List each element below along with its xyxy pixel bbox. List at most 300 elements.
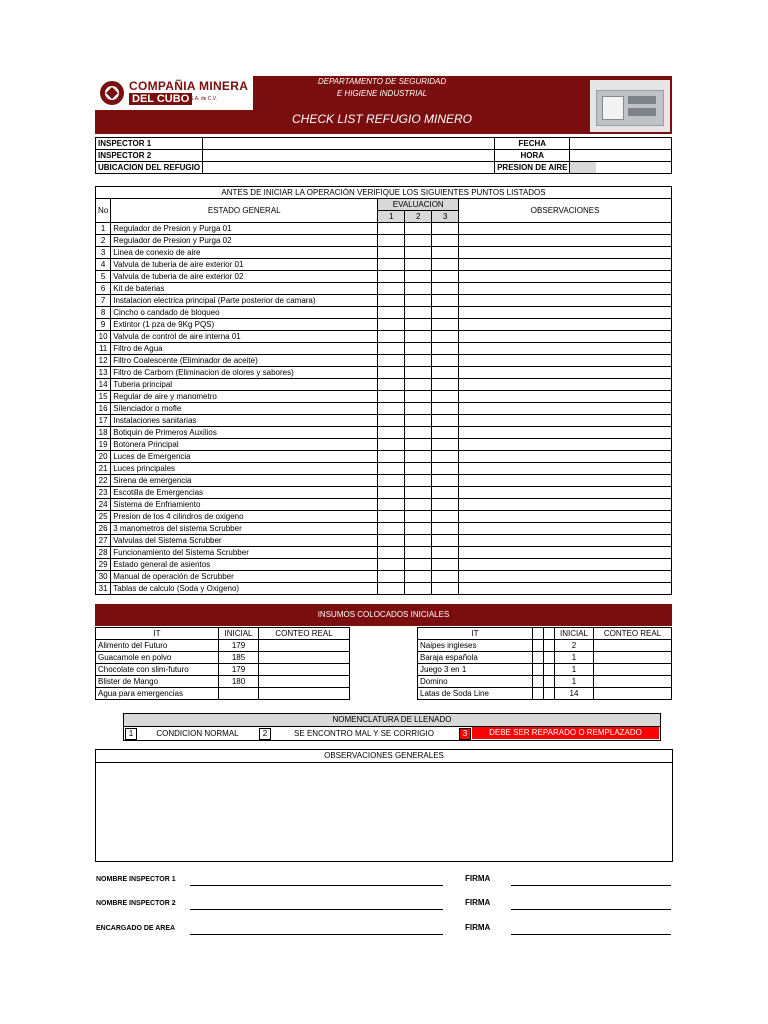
- checklist-eval-3-cell[interactable]: [432, 499, 459, 511]
- checklist-eval-1-cell[interactable]: [378, 235, 405, 247]
- checklist-row: [96, 403, 672, 415]
- insumo-inicial: 180: [219, 676, 259, 688]
- checklist-row-number: 15: [96, 391, 111, 403]
- checklist-row-number: 7: [96, 295, 111, 307]
- checklist-row: [96, 367, 672, 379]
- checklist-eval-3-cell[interactable]: [432, 439, 459, 451]
- checklist-body: [96, 223, 672, 595]
- checklist-eval-2-cell[interactable]: [405, 391, 432, 403]
- checklist-eval-1-cell[interactable]: [378, 511, 405, 523]
- checklist-row-number: 26: [96, 523, 111, 535]
- presion-field[interactable]: [570, 162, 672, 174]
- nomenclatura-3-number: 3: [459, 728, 471, 740]
- insumos-left-table: [95, 627, 350, 700]
- insumo-name: Agua para emergencias: [96, 688, 219, 700]
- checklist-row-item: Regulador de Presion y Purga 02: [111, 235, 378, 247]
- checklist-eval-2-cell[interactable]: [405, 499, 432, 511]
- checklist-row: [96, 391, 672, 403]
- eval-col-2: 2: [405, 211, 432, 223]
- nomenclatura-box: [123, 713, 661, 741]
- insumo-row: [418, 664, 672, 676]
- insumos-left-col-conteo: CONTEO REAL: [259, 628, 350, 640]
- checklist-row-number: 23: [96, 487, 111, 499]
- checklist-eval-2-cell[interactable]: [405, 415, 432, 427]
- insumo-conteo-cell[interactable]: [594, 676, 672, 688]
- insumo-conteo-cell[interactable]: [594, 652, 672, 664]
- checklist-eval-3-cell[interactable]: [432, 427, 459, 439]
- checklist-eval-3-cell[interactable]: [432, 559, 459, 571]
- checklist-eval-3-cell[interactable]: [432, 367, 459, 379]
- checklist-eval-3-cell[interactable]: [432, 343, 459, 355]
- checklist-eval-1-cell[interactable]: [378, 271, 405, 283]
- checklist-eval-3-cell[interactable]: [432, 451, 459, 463]
- checklist-eval-3-cell[interactable]: [432, 355, 459, 367]
- insumos-right-col-it: IT: [418, 628, 533, 640]
- checklist-row-item: Silenciador o mofle: [111, 403, 378, 415]
- insumo-name: Baraja española: [418, 652, 533, 664]
- department-line1: DEPARTAMENTO DE SEGURIDAD: [317, 77, 447, 86]
- checklist-eval-3-cell[interactable]: [432, 547, 459, 559]
- hora-label: HORA: [495, 150, 570, 162]
- checklist-row-item: Sirena de emergencia: [111, 475, 378, 487]
- checklist-eval-1-cell[interactable]: [378, 331, 405, 343]
- nomenclatura-3-label: DEBE SER REPARADO O REMPLAZADO: [472, 727, 659, 739]
- checklist-row-number: 16: [96, 403, 111, 415]
- checklist-eval-3-cell[interactable]: [432, 331, 459, 343]
- nomenclatura-2-number: 2: [259, 728, 271, 740]
- checklist-eval-3-cell[interactable]: [432, 583, 459, 595]
- ubicacion-label: UBICACION DEL REFUGIO: [96, 162, 203, 174]
- firma-row-1-firma-label: FIRMA: [465, 874, 491, 883]
- checklist-eval-1-cell[interactable]: [378, 499, 405, 511]
- checklist-eval-1-cell[interactable]: [378, 583, 405, 595]
- checklist-row: [96, 223, 672, 235]
- checklist-row-item: Filtro de Agua: [111, 343, 378, 355]
- checklist-eval-1-cell[interactable]: [378, 487, 405, 499]
- checklist-eval-3-cell[interactable]: [432, 403, 459, 415]
- checklist-row: [96, 271, 672, 283]
- checklist-row: [96, 355, 672, 367]
- checklist-row: [96, 415, 672, 427]
- fecha-field[interactable]: [570, 138, 672, 150]
- company-logo: [97, 79, 127, 107]
- checklist-row-item: Tablas de calculo (Soda y Oxigeno): [111, 583, 378, 595]
- ubicacion-field[interactable]: [203, 162, 495, 174]
- checklist-eval-1-cell[interactable]: [378, 295, 405, 307]
- checklist-eval-2-cell[interactable]: [405, 307, 432, 319]
- checklist-row-item: Linea de conexio de aire: [111, 247, 378, 259]
- checklist-eval-3-cell[interactable]: [432, 307, 459, 319]
- checklist-eval-2-cell[interactable]: [405, 331, 432, 343]
- checklist-eval-2-cell[interactable]: [405, 355, 432, 367]
- checklist-eval-1-cell[interactable]: [378, 571, 405, 583]
- checklist-row-item: Luces de Emergencia: [111, 451, 378, 463]
- firma-row-3-label: ENCARGADO DE AREA: [96, 925, 176, 932]
- checklist-observation-cell[interactable]: [459, 439, 672, 451]
- firma-row-1-name-line[interactable]: [190, 885, 443, 886]
- checklist-row-item: Luces principales: [111, 463, 378, 475]
- insumo-inicial: 1: [555, 664, 594, 676]
- checklist-eval-3-cell[interactable]: [432, 283, 459, 295]
- firma-row-2-firma-label: FIRMA: [465, 898, 491, 907]
- checklist-observation-cell[interactable]: [459, 571, 672, 583]
- insumo-inicial: 2: [555, 640, 594, 652]
- checklist-eval-1-cell[interactable]: [378, 559, 405, 571]
- checklist-observation-cell[interactable]: [459, 367, 672, 379]
- checklist-observation-cell[interactable]: [459, 415, 672, 427]
- checklist-observation-cell[interactable]: [459, 463, 672, 475]
- insumo-row: [418, 640, 672, 652]
- checklist-eval-2-cell[interactable]: [405, 439, 432, 451]
- checklist-eval-2-cell[interactable]: [405, 451, 432, 463]
- checklist-observation-cell[interactable]: [459, 283, 672, 295]
- checklist-row: [96, 511, 672, 523]
- checklist-row-number: 2: [96, 235, 111, 247]
- checklist-observation-cell[interactable]: [459, 295, 672, 307]
- firma-row-1-firma-line[interactable]: [511, 885, 671, 886]
- eval-col-1: 1: [378, 211, 405, 223]
- checklist-eval-2-cell[interactable]: [405, 463, 432, 475]
- checklist-eval-2-cell[interactable]: [405, 367, 432, 379]
- checklist-row-item: Presion de los 4 cilindros de oxigeno: [111, 511, 378, 523]
- checklist-observation-cell[interactable]: [459, 355, 672, 367]
- checklist-row-item: Funcionamiento del Sistema Scrubber: [111, 547, 378, 559]
- checklist-row-number: 5: [96, 271, 111, 283]
- insumos-left-col-inicial: INICIAL: [219, 628, 259, 640]
- checklist-eval-1-cell[interactable]: [378, 259, 405, 271]
- checklist-row: [96, 571, 672, 583]
- checklist-row-number: 31: [96, 583, 111, 595]
- checklist-row-item: Sistema de Enfriamiento: [111, 499, 378, 511]
- checklist-row: [96, 451, 672, 463]
- col-no-header: No: [96, 199, 111, 223]
- checklist-row-number: 21: [96, 463, 111, 475]
- checklist-eval-3-cell[interactable]: [432, 259, 459, 271]
- insumo-inicial: 1: [555, 652, 594, 664]
- checklist-observation-cell[interactable]: [459, 319, 672, 331]
- info-table: [95, 137, 672, 174]
- checklist-row-number: 18: [96, 427, 111, 439]
- checklist-observation-cell[interactable]: [459, 379, 672, 391]
- checklist-observation-cell[interactable]: [459, 547, 672, 559]
- checklist-row: [96, 427, 672, 439]
- checklist-eval-1-cell[interactable]: [378, 463, 405, 475]
- insumo-name: Naipes ingleses: [418, 640, 533, 652]
- checklist-observation-cell[interactable]: [459, 475, 672, 487]
- insumo-inicial: 14: [555, 688, 594, 700]
- checklist-eval-1-cell[interactable]: [378, 343, 405, 355]
- checklist-observation-cell[interactable]: [459, 223, 672, 235]
- insumo-row: [96, 640, 350, 652]
- checklist-row: [96, 535, 672, 547]
- checklist-eval-2-cell[interactable]: [405, 235, 432, 247]
- checklist-observation-cell[interactable]: [459, 559, 672, 571]
- checklist-eval-3-cell[interactable]: [432, 271, 459, 283]
- checklist-eval-2-cell[interactable]: [405, 259, 432, 271]
- checklist-row: [96, 487, 672, 499]
- checklist-eval-1-cell[interactable]: [378, 283, 405, 295]
- checklist-eval-2-cell[interactable]: [405, 487, 432, 499]
- insumos-left-col-it: IT: [96, 628, 219, 640]
- checklist-observation-cell[interactable]: [459, 511, 672, 523]
- checklist-row-number: 6: [96, 283, 111, 295]
- insumo-inicial: 1: [555, 676, 594, 688]
- checklist-row-number: 28: [96, 547, 111, 559]
- checklist-row-number: 14: [96, 379, 111, 391]
- checklist-eval-1-cell[interactable]: [378, 415, 405, 427]
- checklist-row-number: 22: [96, 475, 111, 487]
- insumo-name: Domino: [418, 676, 533, 688]
- checklist-row-number: 30: [96, 571, 111, 583]
- checklist-row-number: 25: [96, 511, 111, 523]
- checklist-row-item: Botonera Principal: [111, 439, 378, 451]
- firma-row-2-name-line[interactable]: [190, 909, 443, 910]
- checklist-row: [96, 463, 672, 475]
- checklist-row-number: 12: [96, 355, 111, 367]
- checklist-table: [95, 186, 672, 595]
- checklist-row-item: Escotilla de Emergencias: [111, 487, 378, 499]
- checklist-observation-cell[interactable]: [459, 259, 672, 271]
- checklist-row: [96, 343, 672, 355]
- checklist-row-item: Estado general de asientos: [111, 559, 378, 571]
- checklist-eval-1-cell[interactable]: [378, 247, 405, 259]
- checklist-eval-3-cell[interactable]: [432, 223, 459, 235]
- checklist-eval-1-cell[interactable]: [378, 451, 405, 463]
- checklist-observation-cell[interactable]: [459, 451, 672, 463]
- checklist-observation-cell[interactable]: [459, 391, 672, 403]
- checklist-eval-2-cell[interactable]: [405, 319, 432, 331]
- checklist-row-item: Valvula de tuberia de aire exterior 02: [111, 271, 378, 283]
- insumo-inicial: 179: [219, 640, 259, 652]
- insumo-conteo-cell[interactable]: [259, 688, 350, 700]
- checklist-observation-cell[interactable]: [459, 583, 672, 595]
- insumos-heading: INSUMOS COLOCADOS INICIALES: [95, 604, 672, 626]
- nomenclatura-1-number: 1: [125, 728, 137, 740]
- checklist-row-item: Regulador de Presion y Purga 01: [111, 223, 378, 235]
- firma-row-3-firma-label: FIRMA: [465, 923, 491, 932]
- checklist-row-number: 9: [96, 319, 111, 331]
- insumo-conteo-cell[interactable]: [259, 652, 350, 664]
- inspector2-label: INSPECTOR 2: [96, 150, 203, 162]
- checklist-eval-1-cell[interactable]: [378, 547, 405, 559]
- checklist-observation-cell[interactable]: [459, 235, 672, 247]
- checklist-observation-cell[interactable]: [459, 343, 672, 355]
- checklist-eval-1-cell[interactable]: [378, 535, 405, 547]
- checklist-eval-1-cell[interactable]: [378, 403, 405, 415]
- checklist-eval-3-cell[interactable]: [432, 415, 459, 427]
- checklist-eval-3-cell[interactable]: [432, 535, 459, 547]
- checklist-row-number: 29: [96, 559, 111, 571]
- insumo-name: Guacamole en polvo: [96, 652, 219, 664]
- department-line2: E HIGIENE INDUSTRIAL: [336, 89, 428, 98]
- insumo-row: [96, 652, 350, 664]
- checklist-observation-cell[interactable]: [459, 523, 672, 535]
- checklist-row: [96, 247, 672, 259]
- checklist-row-item: Valvula de tuberia de aire exterior 01: [111, 259, 378, 271]
- checklist-eval-2-cell[interactable]: [405, 283, 432, 295]
- checklist-eval-1-cell[interactable]: [378, 439, 405, 451]
- checklist-row: [96, 583, 672, 595]
- checklist-eval-3-cell[interactable]: [432, 523, 459, 535]
- checklist-row: [96, 235, 672, 247]
- presion-label: PRESION DE AIRE: [495, 162, 570, 174]
- checklist-eval-2-cell[interactable]: [405, 523, 432, 535]
- checklist-eval-1-cell[interactable]: [378, 523, 405, 535]
- checklist-observation-cell[interactable]: [459, 535, 672, 547]
- insumo-row: [96, 688, 350, 700]
- checklist-eval-3-cell[interactable]: [432, 475, 459, 487]
- nomenclatura-1-label: CONDICION NORMAL: [156, 729, 239, 738]
- checklist-row-number: 8: [96, 307, 111, 319]
- hora-field[interactable]: [570, 150, 672, 162]
- firma-row-3-firma-line[interactable]: [511, 934, 671, 935]
- checklist-row-item: Kit de baterias: [111, 283, 378, 295]
- insumo-inicial: 179: [219, 664, 259, 676]
- checklist-row-item: Extintor (1 pza de 9Kg PQS): [111, 319, 378, 331]
- checklist-eval-2-cell[interactable]: [405, 559, 432, 571]
- checklist-eval-2-cell[interactable]: [405, 379, 432, 391]
- checklist-row: [96, 499, 672, 511]
- checklist-row: [96, 475, 672, 487]
- insumo-name: Juego 3 en 1: [418, 664, 533, 676]
- checklist-eval-1-cell[interactable]: [378, 379, 405, 391]
- checklist-observation-cell[interactable]: [459, 403, 672, 415]
- nomenclatura-2-label: SE ENCONTRO MAL Y SE CORRIGIO: [294, 729, 434, 738]
- company-suffix: S.A. de C.V.: [190, 96, 218, 102]
- checklist-eval-1-cell[interactable]: [378, 475, 405, 487]
- checklist-eval-2-cell[interactable]: [405, 571, 432, 583]
- firma-row-1-label: NOMBRE INSPECTOR 1: [96, 876, 176, 883]
- insumo-name: Alimento del Futuro: [96, 640, 219, 652]
- checklist-observation-cell[interactable]: [459, 307, 672, 319]
- checklist-row-number: 24: [96, 499, 111, 511]
- checklist-row: [96, 379, 672, 391]
- firma-row-3-name-line[interactable]: [190, 934, 443, 935]
- insumo-row: [418, 652, 672, 664]
- insumo-conteo-cell[interactable]: [259, 640, 350, 652]
- eval-col-3: 3: [432, 211, 459, 223]
- checklist-eval-2-cell[interactable]: [405, 247, 432, 259]
- checklist-eval-2-cell[interactable]: [405, 547, 432, 559]
- checklist-observation-cell[interactable]: [459, 487, 672, 499]
- checklist-row: [96, 523, 672, 535]
- checklist-eval-2-cell[interactable]: [405, 535, 432, 547]
- checklist-row: [96, 559, 672, 571]
- checklist-observation-cell[interactable]: [459, 271, 672, 283]
- checklist-row-number: 1: [96, 223, 111, 235]
- checklist-row-item: Valvula de control de aire interna 01: [111, 331, 378, 343]
- checklist-row: [96, 439, 672, 451]
- company-name-line2: DEL CUBO: [129, 93, 192, 105]
- company-name-line1: COMPAÑIA MINERA: [129, 79, 249, 93]
- checklist-eval-1-cell[interactable]: [378, 427, 405, 439]
- checklist-row-item: Filtro Coalescente (Eliminador de aceite): [111, 355, 378, 367]
- insumo-conteo-cell[interactable]: [594, 664, 672, 676]
- checklist-eval-1-cell[interactable]: [378, 355, 405, 367]
- checklist-row-number: 11: [96, 343, 111, 355]
- checklist-heading: ANTES DE INICIAR LA OPERACIÓN VERIFIQUE LOS SIGUIENTES PUNTOS LISTADOS: [96, 187, 672, 199]
- checklist-eval-3-cell[interactable]: [432, 247, 459, 259]
- checklist-row-number: 17: [96, 415, 111, 427]
- col-evaluacion-header: EVALUACION: [378, 199, 459, 211]
- checklist-eval-2-cell[interactable]: [405, 271, 432, 283]
- insumo-conteo-cell[interactable]: [594, 640, 672, 652]
- insumos-right-col-inicial: INICIAL: [555, 628, 594, 640]
- inspector1-field[interactable]: [203, 138, 495, 150]
- checklist-eval-2-cell[interactable]: [405, 511, 432, 523]
- insumos-right-col-conteo: CONTEO REAL: [594, 628, 672, 640]
- checklist-row-number: 10: [96, 331, 111, 343]
- checklist-eval-1-cell[interactable]: [378, 223, 405, 235]
- col-estado-header: ESTADO GENERAL: [111, 199, 378, 223]
- page-title: CHECK LIST REFUGIO MINERO: [291, 112, 473, 126]
- checklist-eval-2-cell[interactable]: [405, 583, 432, 595]
- checklist-eval-2-cell[interactable]: [405, 403, 432, 415]
- checklist-eval-3-cell[interactable]: [432, 391, 459, 403]
- checklist-observation-cell[interactable]: [459, 427, 672, 439]
- checklist-eval-3-cell[interactable]: [432, 463, 459, 475]
- insumo-row: [418, 676, 672, 688]
- checklist-eval-3-cell[interactable]: [432, 571, 459, 583]
- observaciones-heading: OBSERVACIONES GENERALES: [96, 750, 672, 763]
- checklist-eval-2-cell[interactable]: [405, 427, 432, 439]
- checklist-row-number: 3: [96, 247, 111, 259]
- checklist-observation-cell[interactable]: [459, 247, 672, 259]
- checklist-row: [96, 283, 672, 295]
- checklist-eval-3-cell[interactable]: [432, 235, 459, 247]
- checklist-eval-3-cell[interactable]: [432, 295, 459, 307]
- refuge-chamber-image: [590, 80, 670, 132]
- insumo-name: Blister de Mango: [96, 676, 219, 688]
- observaciones-box[interactable]: [95, 749, 673, 862]
- checklist-observation-cell[interactable]: [459, 499, 672, 511]
- checklist-row-item: Manual de operación de Scrubber: [111, 571, 378, 583]
- firma-row-2-label: NOMBRE INSPECTOR 2: [96, 900, 176, 907]
- checklist-row-number: 19: [96, 439, 111, 451]
- insumo-conteo-cell[interactable]: [259, 664, 350, 676]
- insumo-conteo-cell[interactable]: [259, 676, 350, 688]
- checklist-row-item: Cincho o candado de bloqueo: [111, 307, 378, 319]
- checklist-row-item: Instalacion electrica principal (Parte posterior de camara): [111, 295, 378, 307]
- checklist-row: [96, 307, 672, 319]
- checklist-eval-3-cell[interactable]: [432, 379, 459, 391]
- insumo-inicial: 185: [219, 652, 259, 664]
- checklist-eval-3-cell[interactable]: [432, 511, 459, 523]
- nomenclatura-heading: NOMENCLATURA DE LLENADO: [124, 714, 660, 727]
- checklist-observation-cell[interactable]: [459, 331, 672, 343]
- checklist-eval-1-cell[interactable]: [378, 307, 405, 319]
- checklist-row-number: 27: [96, 535, 111, 547]
- checklist-eval-2-cell[interactable]: [405, 223, 432, 235]
- firma-row-2-firma-line[interactable]: [511, 909, 671, 910]
- insumo-name: Latas de Soda Line: [418, 688, 533, 700]
- checklist-eval-3-cell[interactable]: [432, 319, 459, 331]
- fecha-label: FECHA: [495, 138, 570, 150]
- checklist-row-number: 4: [96, 259, 111, 271]
- checklist-eval-1-cell[interactable]: [378, 319, 405, 331]
- checklist-eval-1-cell[interactable]: [378, 367, 405, 379]
- checklist-eval-3-cell[interactable]: [432, 487, 459, 499]
- checklist-eval-2-cell[interactable]: [405, 343, 432, 355]
- checklist-eval-2-cell[interactable]: [405, 295, 432, 307]
- checklist-eval-2-cell[interactable]: [405, 475, 432, 487]
- insumo-conteo-cell[interactable]: [594, 688, 672, 700]
- col-observaciones-header: OBSERVACIONES: [459, 199, 672, 223]
- checklist-eval-1-cell[interactable]: [378, 391, 405, 403]
- checklist-row-number: 13: [96, 367, 111, 379]
- inspector2-field[interactable]: [203, 150, 495, 162]
- checklist-row: [96, 295, 672, 307]
